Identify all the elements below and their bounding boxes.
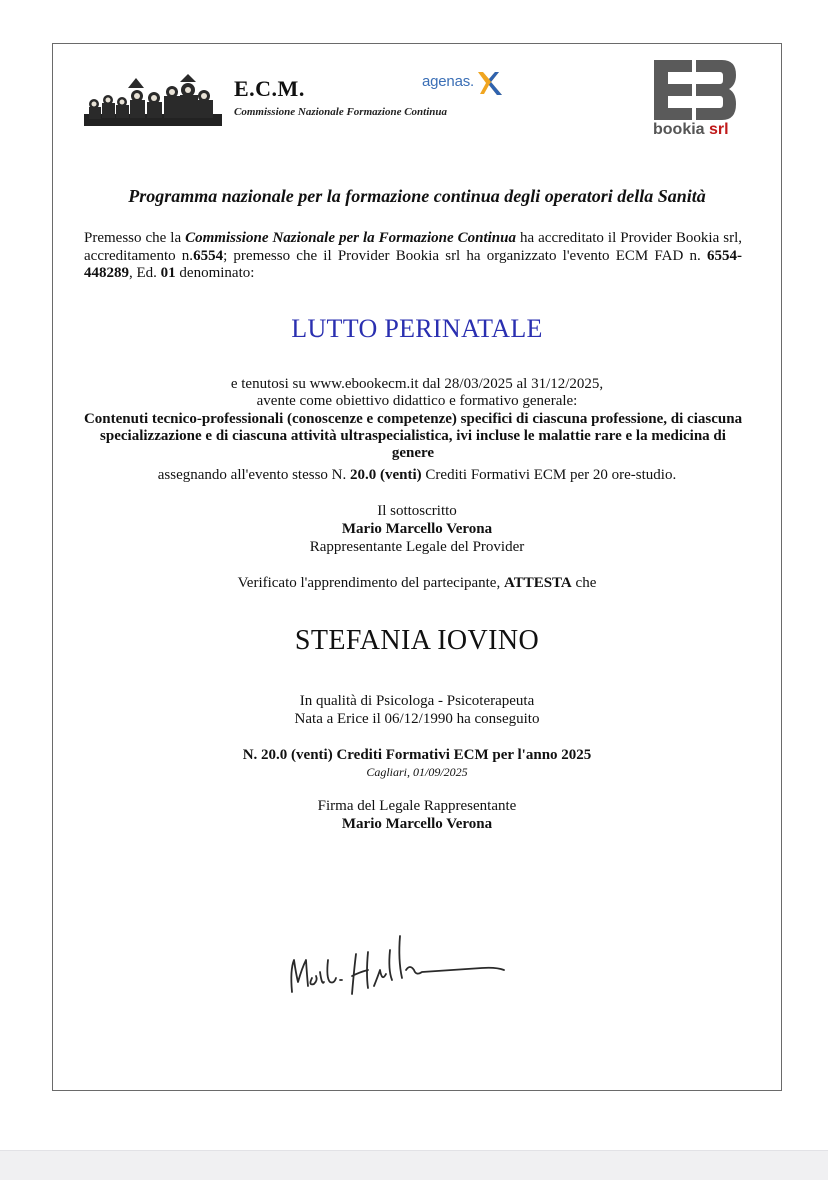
obiettivo-text: Contenuti tecnico-professionali (conoscenze e competenze) specifici di ciascuna professione, di ciascuna specializzazione e di ciascuna attività ultraspecialistica, ivi incluse le malattie rare e la medicina di genere	[83, 411, 743, 462]
sottoscritto-ruolo: Rappresentante Legale del Provider	[309, 539, 525, 555]
crediti-conseguiti: N. 20.0 (venti) Crediti Formativi ECM per l'anno 2025	[242, 747, 592, 763]
sottoscritto-intro: Il sottoscritto	[377, 503, 457, 519]
event-title: LUTTO PERINATALE	[291, 314, 543, 343]
ecm-logo-icon	[84, 72, 224, 128]
obiettivo-intro: avente come obiettivo didattico e formativo generale:	[256, 393, 578, 409]
bookia-logo-text: bookia srl	[653, 121, 729, 138]
participant-nascita: Nata a Erice il 06/12/1990 ha conseguito	[294, 711, 540, 727]
agenas-logo: agenas.	[422, 73, 474, 90]
participant-qualifica: In qualità di Psicologa - Psicoterapeuta	[299, 693, 535, 709]
premessa-paragraph: Premesso che la Commissione Nazionale per la Formazione Continua ha accreditato il Provider Bookia srl, accreditamento n.6554; premesso che il Provider Bookia srl ha organizzato l'evento ECM FAD n. 6554-448289, Ed. 01 denominato:	[84, 230, 742, 281]
handwritten-signature	[282, 930, 514, 1000]
programma-heading: Programma nazionale per la formazione continua degli operatori della Sanità	[128, 186, 706, 206]
ecm-title: E.C.M.	[234, 76, 305, 101]
luogo-data: Cagliari, 01/09/2025	[366, 765, 468, 779]
agenas-mark-icon	[472, 68, 504, 98]
crediti-evento-line: assegnando all'evento stesso N. 20.0 (venti) Crediti Formativi ECM per 20 ore-studio.	[157, 467, 677, 483]
participant-name: STEFANIA IOVINO	[294, 625, 540, 656]
svolgimento-line: e tenutosi su www.ebookecm.it dal 28/03/2025 al 31/12/2025,	[230, 376, 604, 392]
bookia-logo-icon	[652, 58, 738, 124]
viewer-bottom-bar	[0, 1150, 828, 1180]
sottoscritto-nome: Mario Marcello Verona	[341, 521, 493, 537]
firma-label: Firma del Legale Rappresentante	[317, 798, 517, 814]
firma-nome: Mario Marcello Verona	[341, 816, 493, 832]
ecm-subtitle: Commissione Nazionale Formazione Continua	[234, 106, 448, 118]
verifica-line: Verificato l'apprendimento del partecipante, ATTESTA che	[237, 575, 597, 591]
